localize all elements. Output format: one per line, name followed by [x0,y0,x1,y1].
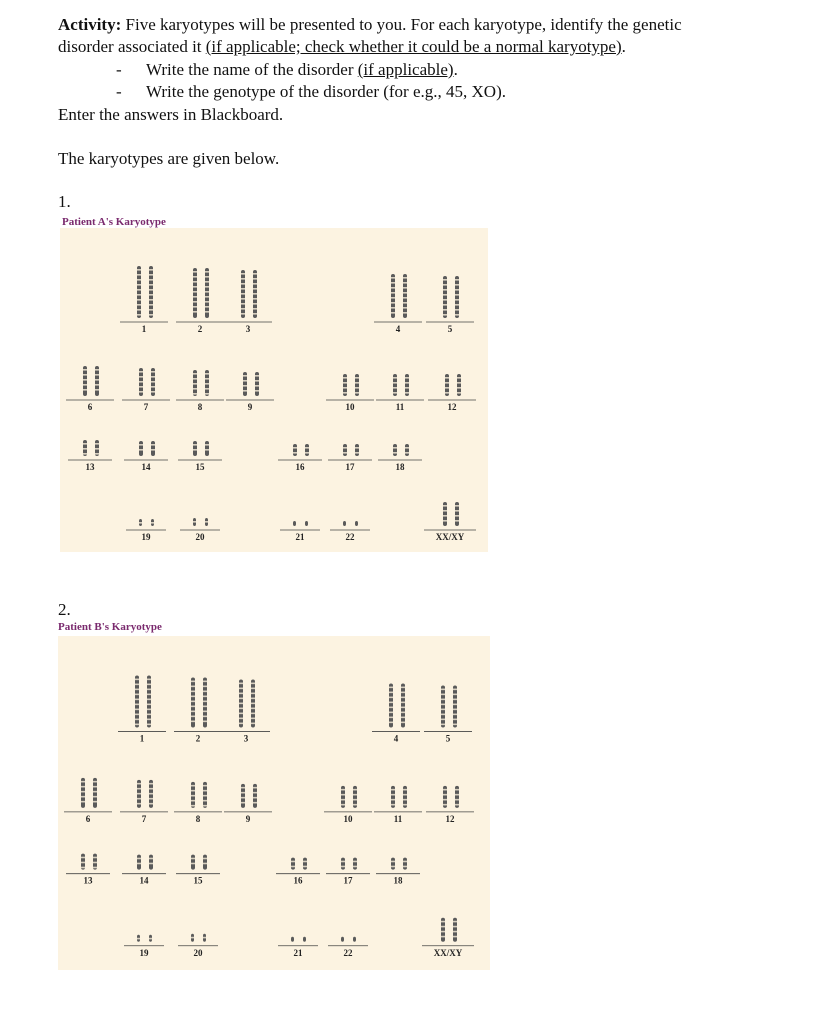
chromosome-label-16: 16 [293,875,303,886]
chromosome-label-1: 1 [139,733,145,744]
disorder-period: . [621,37,626,56]
bullet2-text: Write the genotype of the disorder (for e.g., 45, XO). [146,82,506,101]
karyotype-panel-1 [60,214,488,552]
enter-answers-line: Enter the answers in Blackboard. [58,105,284,124]
karyotype-image-1 [60,214,488,552]
chromosome-label-12: 12 [447,402,457,412]
chromosome-label-16: 16 [295,462,305,472]
chromosome-label-5: 5 [445,733,451,744]
karyotype-title-1: Patient A's Karyotype [62,216,166,228]
karyotypes-given-line: The karyotypes are given below. [58,149,280,168]
chromosome-label-12: 12 [445,813,455,824]
bullet-dash: - [116,60,122,79]
normal-karyotype-note: (if applicable; check whether it could be a normal karyotype) [205,37,622,56]
karyotype-image-2 [58,620,490,970]
chromosome-label-10: 10 [343,813,353,824]
chromosome-label-2: 2 [195,733,201,744]
activity-text: Five karyotypes will be presented to you. For each karyotype, identify the genetic [121,15,682,34]
chromosome-label-21: 21 [295,532,305,542]
disorder-line [58,36,626,58]
chromosome-label-6: 6 [85,813,91,824]
chromosome-label-18: 18 [393,875,403,886]
bullet-genotype [116,81,506,103]
chromosome-label-8: 8 [195,813,201,824]
chromosome-label-14: 14 [141,462,151,472]
chromosome-label-17: 17 [343,875,353,886]
karyotype-number-1: 1. [58,192,71,211]
chromosome-label-19: 19 [139,947,149,958]
chromosome-label-8: 8 [197,402,203,412]
karyotype-number-2: 2. [58,600,71,619]
chromosome-label-6: 6 [87,402,93,412]
bullet-dash: - [116,82,122,101]
chromosome-label-19: 19 [141,532,151,542]
chromosome-label-13: 13 [83,875,93,886]
chromosome-label-9: 9 [247,402,253,412]
chromosome-label-4: 4 [395,324,401,334]
bullet-disorder-name [116,59,458,81]
chromosome-label-17: 17 [345,462,355,472]
chromosome-label-21: 21 [293,947,303,958]
activity-line [58,14,682,36]
activity-label: Activity: [58,15,122,34]
bullet1-period: . [453,60,458,79]
chromosome-label-20: 20 [193,947,203,958]
karyotype-title-2: Patient B's Karyotype [58,621,162,633]
chromosome-label-5: 5 [447,324,453,334]
chromosome-label-7: 7 [141,813,147,824]
chromosome-label-18: 18 [395,462,405,472]
chromosome-label-13: 13 [85,462,95,472]
chromosome-label-22: 22 [343,947,353,958]
chromosome-label-1: 1 [141,324,147,334]
disorder-text: disorder associated it [58,37,206,56]
chromosome-label-4: 4 [393,733,399,744]
chromosome-label-20: 20 [195,532,205,542]
bullet1-text: Write the name of the disorder [146,60,358,79]
chromosome-label-15: 15 [195,462,205,472]
chromosome-label-14: 14 [139,875,149,886]
bullet1-underlined: (if applicable) [357,60,454,79]
chromosome-label-3: 3 [245,324,251,334]
chromosome-label-3: 3 [243,733,249,744]
chromosome-label-23: XX/XY [435,532,465,542]
chromosome-label-11: 11 [393,813,403,824]
chromosome-label-15: 15 [193,875,203,886]
chromosome-label-11: 11 [395,402,405,412]
chromosome-label-2: 2 [197,324,203,334]
karyotype-panel-2 [58,620,490,970]
chromosome-label-7: 7 [143,402,149,412]
chromosome-label-10: 10 [345,402,355,412]
chromosome-label-9: 9 [245,813,251,824]
chromosome-label-23: XX/XY [433,947,463,958]
chromosome-label-22: 22 [345,532,355,542]
